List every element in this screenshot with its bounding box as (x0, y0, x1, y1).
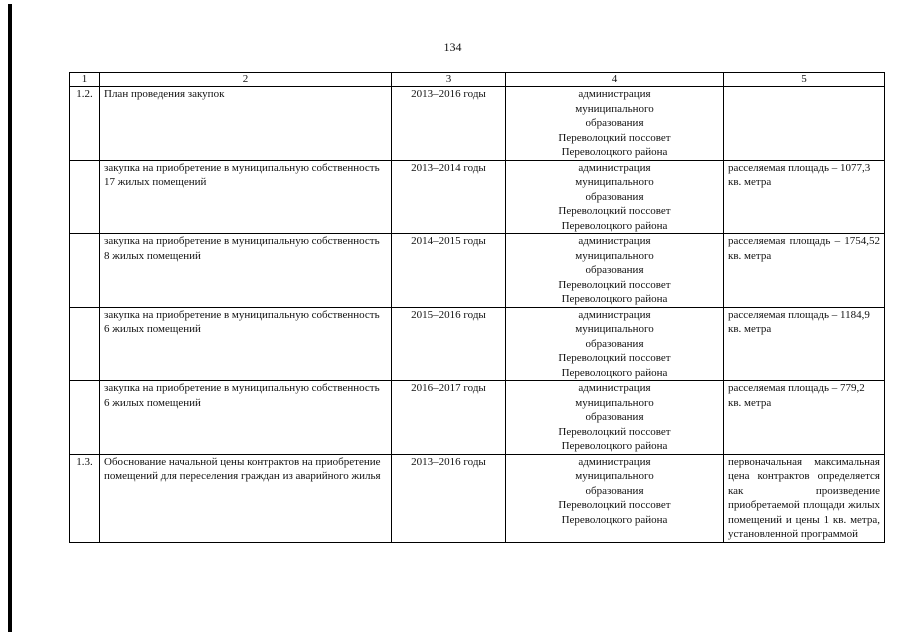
executor-line: Переволоцкого района (561, 440, 668, 452)
row-name: закупка на приобретение в муниципальную собственность 6 жилых помещений (100, 307, 392, 381)
row-executor (506, 307, 724, 381)
table-header-row (70, 73, 885, 87)
table-row (70, 234, 885, 308)
executor-line: Переволоцкий поссовет (558, 425, 671, 438)
row-name: закупка на приобретение в муниципальную собственность 17 жилых помещений (100, 160, 392, 234)
row-period: 2013–2016 годы (392, 454, 506, 542)
row-note: расселяемая площадь – 1754,52 кв. метра (724, 234, 885, 308)
executor-line: образования (585, 190, 644, 203)
executor-line: Переволоцкий поссовет (558, 499, 671, 511)
row-period: 2013–2016 годы (392, 87, 506, 161)
executor-line: образования (585, 337, 644, 350)
table-row (70, 381, 885, 455)
executor-line: Переволоцкий поссовет (558, 205, 671, 217)
header-col-3: 3 (392, 73, 506, 87)
executor-line: муниципального (575, 102, 654, 115)
row-note: расселяемая площадь – 1077,3 кв. метра (724, 160, 885, 234)
header-col-2: 2 (100, 73, 392, 87)
executor-line: муниципального (575, 470, 654, 482)
executor-line: образования (585, 411, 644, 423)
row-note: расселяемая площадь – 1184,9 кв. метра (724, 307, 885, 381)
binding-edge-line (8, 4, 12, 632)
executor-line: администрация (578, 88, 651, 100)
row-note: расселяемая площадь – 779,2 кв. метра (724, 381, 885, 455)
row-executor (506, 454, 724, 542)
executor-line: Переволоцкого района (561, 219, 668, 232)
executor-line: муниципального (575, 176, 654, 188)
row-period: 2016–2017 годы (392, 381, 506, 455)
executor-line: администрация (578, 382, 651, 394)
executor-line: Переволоцкого района (561, 146, 668, 158)
row-note: первоначальная максимальная цена контрактов определяется как произведение приобретаемой площади жилых помещений и цены 1 кв. метра, установленной программой (724, 454, 885, 542)
executor-line: Переволоцкого района (561, 293, 668, 305)
executor-line: муниципального (575, 396, 654, 409)
row-executor (506, 87, 724, 161)
row-number: 1.3. (70, 454, 100, 542)
row-number (70, 160, 100, 234)
table-row (70, 307, 885, 381)
page-number: 134 (443, 40, 462, 54)
executor-line: Переволоцкого района (561, 366, 668, 379)
header-col-5: 5 (724, 73, 885, 87)
row-executor (506, 160, 724, 234)
row-executor (506, 234, 724, 308)
executor-line: Переволоцкий поссовет (558, 131, 671, 144)
table-row (70, 87, 885, 161)
executor-line: Переволоцкого района (561, 513, 668, 526)
executor-line: Переволоцкий поссовет (558, 278, 671, 291)
header-col-1: 1 (70, 73, 100, 87)
executor-line: образования (585, 264, 644, 276)
row-number (70, 307, 100, 381)
executor-line: администрация (578, 455, 651, 468)
row-name: закупка на приобретение в муниципальную собственность 8 жилых помещений (100, 234, 392, 308)
row-name: Обоснование начальной цены контрактов на приобретение помещений для переселения граждан из аварийного жилья (100, 454, 392, 542)
executor-line: образования (585, 484, 644, 497)
executor-line: муниципального (575, 323, 654, 335)
row-executor (506, 381, 724, 455)
row-number (70, 381, 100, 455)
row-number (70, 234, 100, 308)
row-note (724, 87, 885, 161)
executor-line: администрация (578, 308, 651, 321)
row-period: 2015–2016 годы (392, 307, 506, 381)
row-name: закупка на приобретение в муниципальную собственность 6 жилых помещений (100, 381, 392, 455)
header-col-4: 4 (506, 73, 724, 87)
executor-line: Переволоцкий поссовет (558, 352, 671, 364)
executor-line: образования (585, 117, 644, 129)
executor-line: муниципального (575, 249, 654, 262)
executor-line: администрация (578, 235, 651, 247)
table-row (70, 454, 885, 542)
row-name: План проведения закупок (100, 87, 392, 161)
row-period: 2014–2015 годы (392, 234, 506, 308)
document-table (69, 72, 885, 543)
row-period: 2013–2014 годы (392, 160, 506, 234)
table-row (70, 160, 885, 234)
executor-line: администрация (578, 161, 651, 174)
row-number: 1.2. (70, 87, 100, 161)
